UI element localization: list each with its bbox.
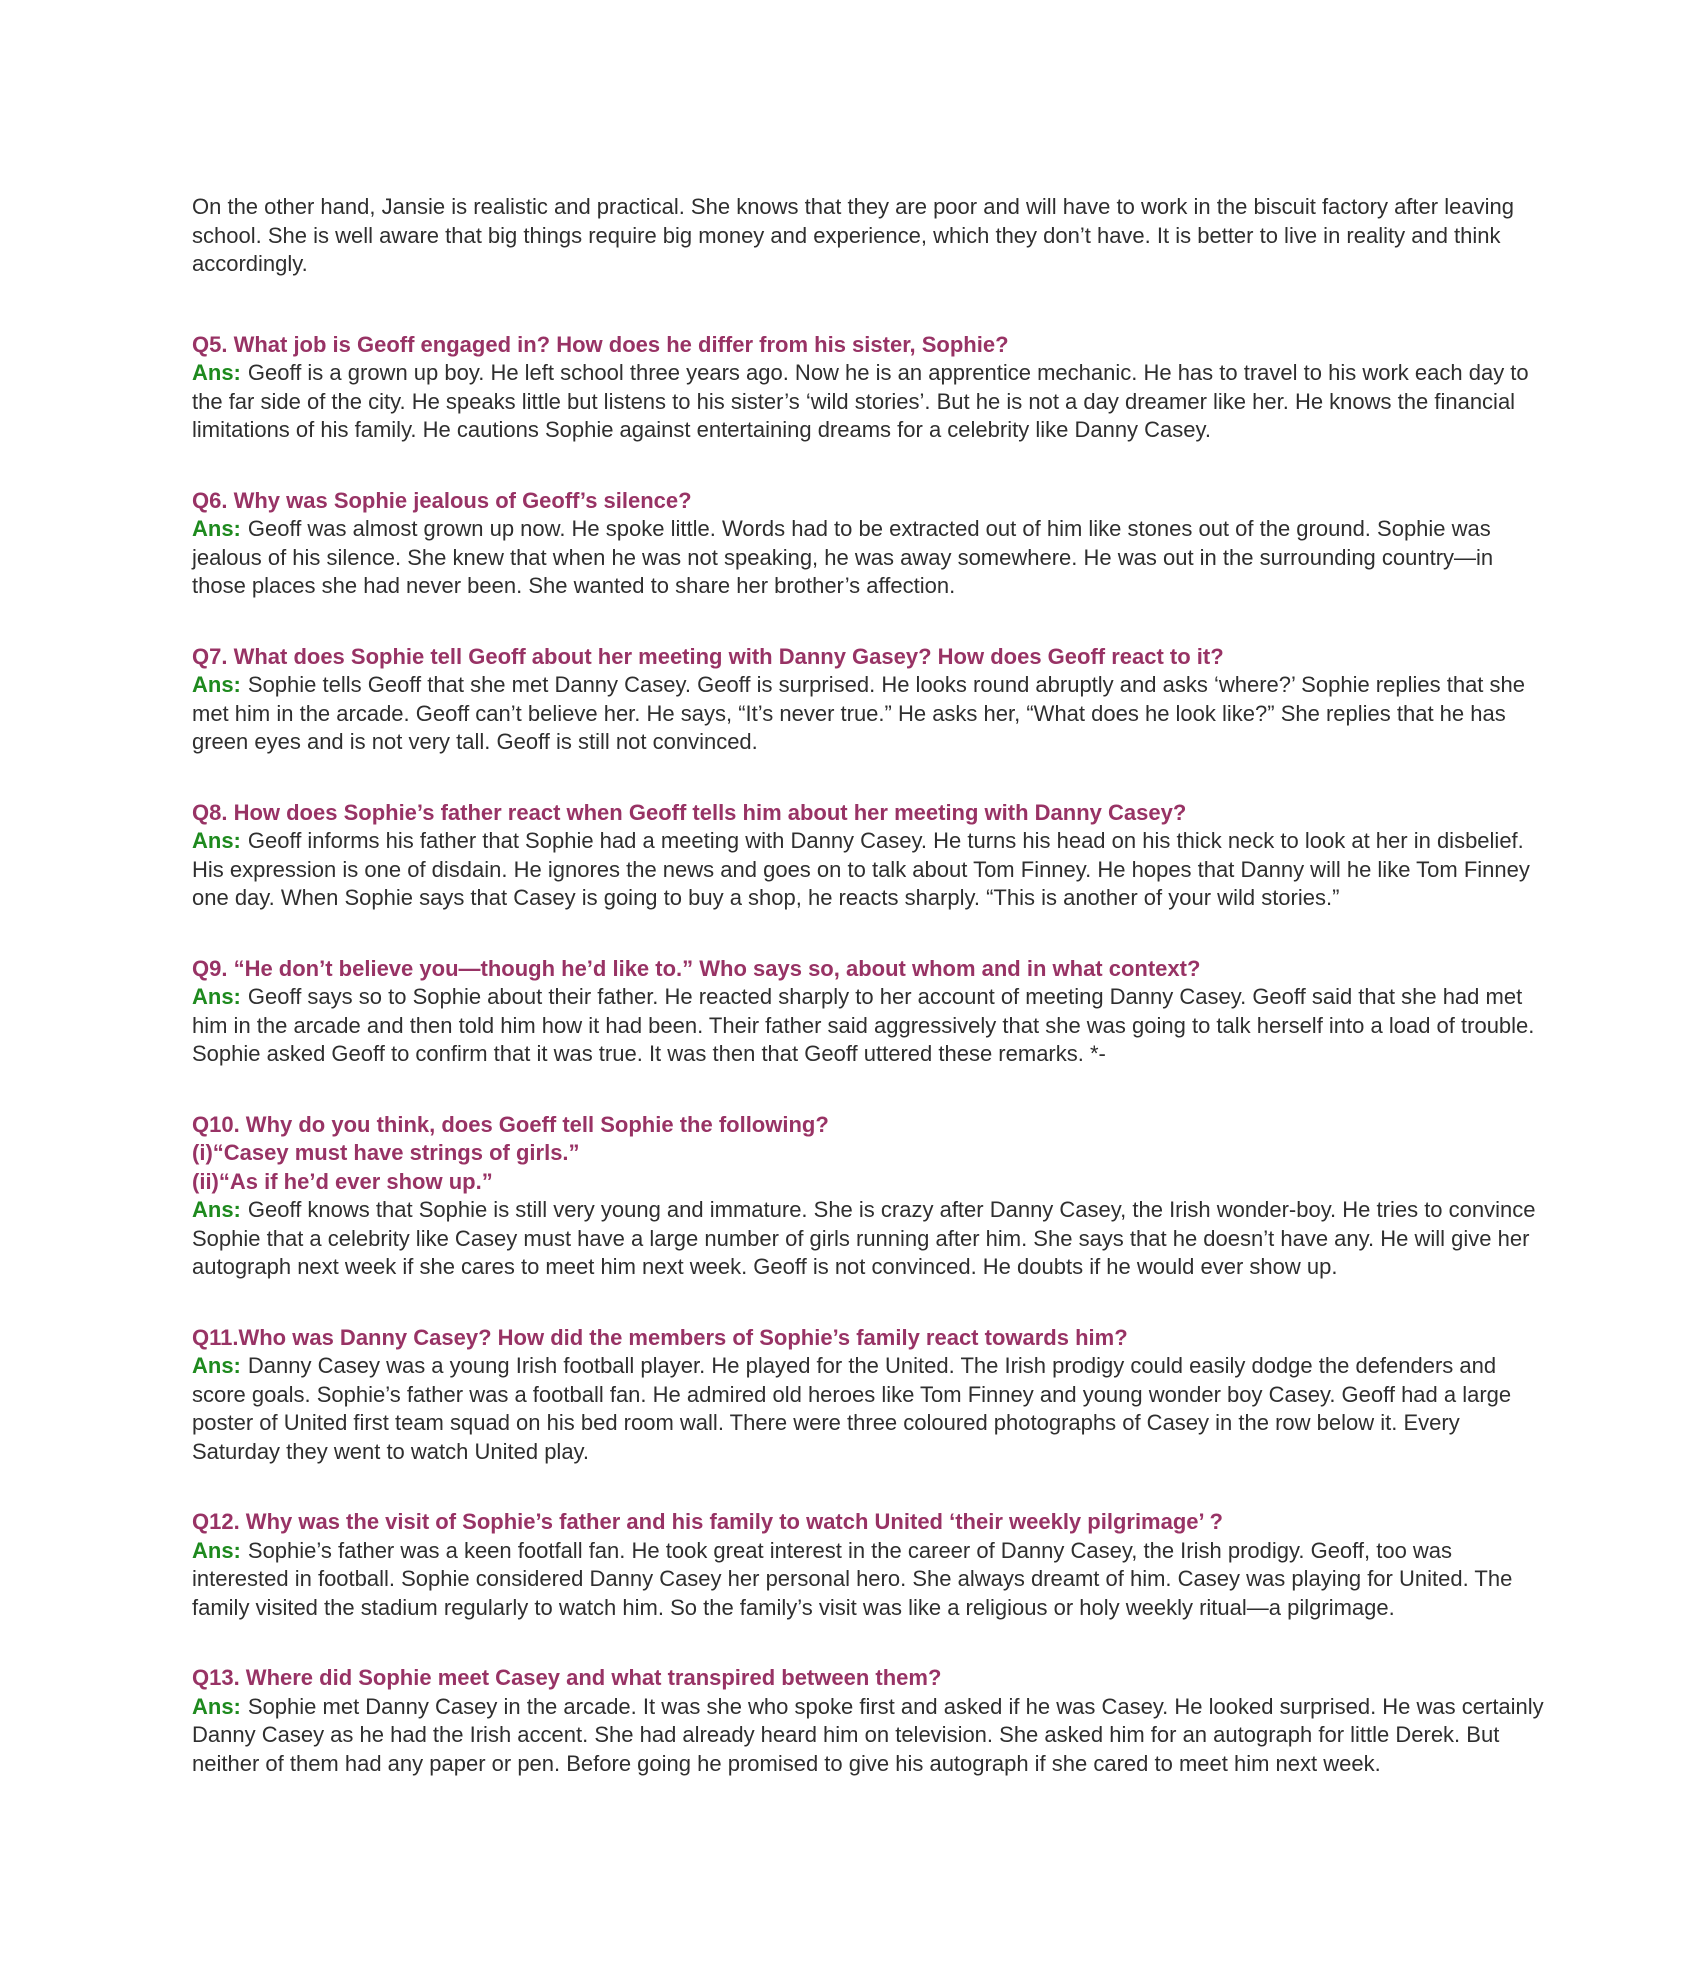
- question-heading-q9: Q9. “He don’t believe you—though he’d like to.” Who says so, about whom and in what context?: [192, 955, 1201, 981]
- answer-label: Ans:: [192, 1197, 241, 1222]
- question-subline-i: (i)“Casey must have strings of girls.”: [192, 1140, 580, 1165]
- answer-label: Ans:: [192, 360, 241, 385]
- question-heading-q10: Q10. Why do you think, does Goeff tell Sophie the following?: [192, 1111, 829, 1137]
- qa-block-q5: [192, 331, 1547, 445]
- question-heading-q7: Q7. What does Sophie tell Geoff about her meeting with Danny Gasey? How does Geoff react to it?: [192, 643, 1224, 669]
- answer-text: Geoff informs his father that Sophie had a meeting with Danny Casey. He turns his head on his thick neck to look at her in disbelief. His expression is one of disdain. He ignores the news and goes on to talk about Tom Finney. He hopes that Danny will he like Tom Finney one day. When Sophie says that Casey is going to buy a shop, he reacts sharply. “This is another of your wild stories.”: [192, 828, 1530, 910]
- question-heading-q11: Q11.Who was Danny Casey? How did the members of Sophie’s family react towards him?: [192, 1324, 1128, 1350]
- question-heading-q13: Q13. Where did Sophie meet Casey and what transpired between them?: [192, 1665, 942, 1690]
- answer-paragraph-q9: [192, 983, 1547, 1069]
- answer-text: Sophie’s father was a keen footfall fan. He took great interest in the career of Danny Casey, the Irish prodigy. Geoff, too was interested in football. Sophie considered Danny Casey her personal hero. She always dreamt of him. Casey was playing for United. The family visited the stadium regularly to watch him. So the family’s visit was like a religious or holy weekly ritual—a pilgrimage.: [192, 1537, 1513, 1620]
- document-page: [192, 193, 1547, 1778]
- answer-paragraph-q5: [192, 359, 1547, 445]
- answer-label: Ans:: [192, 516, 241, 541]
- intro-paragraph: On the other hand, Jansie is realistic and practical. She knows that they are poor and will have to work in the biscuit factory after leaving school. She is well aware that big things require big money and experience, which they don’t have. It is better to live in reality and think accordingly.: [192, 194, 1514, 276]
- qa-block-q10: [192, 1111, 1547, 1282]
- answer-text: Sophie tells Geoff that she met Danny Casey. Geoff is surprised. He looks round abruptly and asks ‘where?’ Sophie replies that she met him in the arcade. Geoff can’t believe her. He says, “It’s never true.” He asks her, “What does he look like?” She replies that he has green eyes and is not very tall. Geoff is still not convinced.: [192, 672, 1525, 754]
- answer-paragraph-q10: [192, 1196, 1547, 1282]
- answer-text: Geoff was almost grown up now. He spoke little. Words had to be extracted out of him like stones out of the ground. Sophie was jealous of his silence. She knew that when he was not speaking, he was away somewhere. He was out in the surrounding country—in those places she had never been. She wanted to share her brother’s affection.: [192, 516, 1494, 598]
- qa-block-q11: [192, 1324, 1547, 1467]
- answer-label: Ans:: [192, 672, 241, 697]
- answer-paragraph-q12: [192, 1537, 1547, 1623]
- qa-block-q8: [192, 799, 1547, 913]
- answer-label: Ans:: [192, 828, 241, 853]
- qa-block-q7: [192, 643, 1547, 757]
- answer-paragraph-q8: [192, 827, 1547, 913]
- answer-label: Ans:: [192, 984, 241, 1009]
- qa-block-q9: [192, 955, 1547, 1069]
- question-subline-ii: (ii)“As if he’d ever show up.”: [192, 1168, 493, 1194]
- qa-block-q12: [192, 1508, 1547, 1622]
- question-heading-q12: Q12. Why was the visit of Sophie’s father and his family to watch United ‘their weekly pilgrimage’ ?: [192, 1509, 1223, 1534]
- qa-block-q13: [192, 1664, 1547, 1778]
- question-heading-q6: Q6. Why was Sophie jealous of Geoff’s silence?: [192, 487, 692, 513]
- question-heading-q8: Q8. How does Sophie’s father react when Geoff tells him about her meeting with Danny Casey?: [192, 799, 1187, 825]
- answer-paragraph-q11: [192, 1352, 1547, 1466]
- answer-paragraph-q7: [192, 671, 1547, 757]
- answer-label: Ans:: [192, 1537, 241, 1563]
- answer-label: Ans:: [192, 1353, 241, 1378]
- answer-text: Danny Casey was a young Irish football player. He played for the United. The Irish prodigy could easily dodge the defenders and score goals. Sophie’s father was a football fan. He admired old heroes like Tom Finney and young wonder boy Casey. Geoff had a large poster of United first team squad on his bed room wall. There were three coloured photographs of Casey in the row below it. Every Saturday they went to watch United play.: [192, 1353, 1512, 1464]
- answer-text: Sophie met Danny Casey in the arcade. It was she who spoke first and asked if he was Casey. He looked surprised. He was certainly Danny Casey as he had the Irish accent. She had already heard him on television. She asked him for an autograph for little Derek. But neither of them had any paper or pen. Before going he promised to give his autograph if she cared to meet him next week.: [192, 1693, 1544, 1776]
- answer-label: Ans:: [192, 1693, 241, 1719]
- qa-block-q6: [192, 487, 1547, 601]
- answer-paragraph-q13: [192, 1693, 1547, 1779]
- answer-text: Geoff knows that Sophie is still very young and immature. She is crazy after Danny Casey, the Irish wonder-boy. He tries to convince Sophie that a celebrity like Casey must have a large number of girls running after him. She says that he doesn’t have any. He will give her autograph next week if she cares to meet him next week. Geoff is not convinced. He doubts if he would ever show up.: [192, 1197, 1536, 1279]
- answer-text: Geoff is a grown up boy. He left school three years ago. Now he is an apprentice mechanic. He has to travel to his work each day to the far side of the city. He speaks little but listens to his sister’s ‘wild stories’. But he is not a day dreamer like her. He knows the financial limitations of his family. He cautions Sophie against entertaining dreams for a celebrity like Danny Casey.: [192, 360, 1529, 442]
- answer-text: Geoff says so to Sophie about their father. He reacted sharply to her account of meeting Danny Casey. Geoff said that she had met him in the arcade and then told him how it had been. Their father said aggressively that she was going to talk herself into a load of trouble. Sophie asked Geoff to confirm that it was true. It was then that Geoff uttered these remarks. *-: [192, 984, 1535, 1066]
- question-heading-q5: Q5. What job is Geoff engaged in? How does he differ from his sister, Sophie?: [192, 331, 1009, 357]
- answer-paragraph-q6: [192, 515, 1547, 601]
